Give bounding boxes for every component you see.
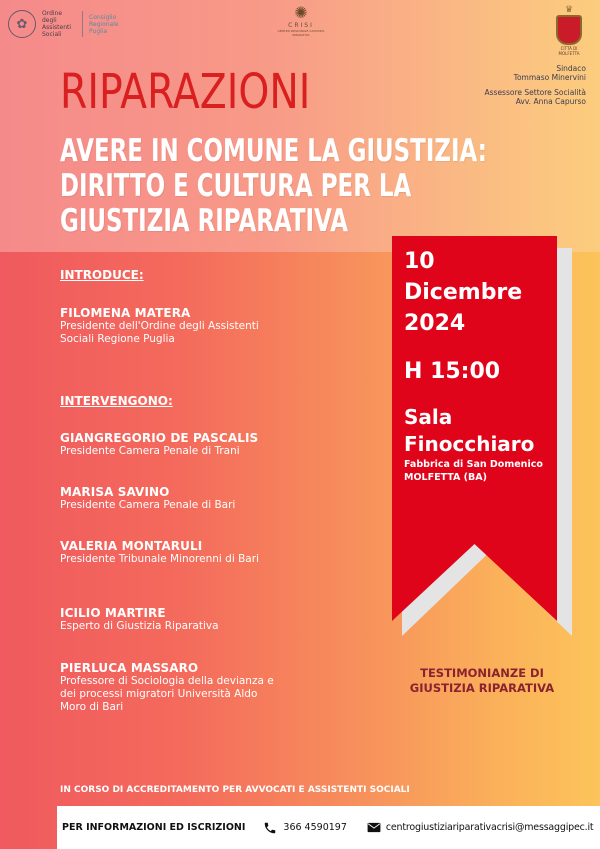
speaker-name: MARISA SAVINO — [60, 485, 170, 499]
speaker-item — [60, 539, 280, 566]
introducer-name: FILOMENA MATERA — [60, 306, 191, 320]
event-month: Dicembre — [404, 280, 523, 305]
comune-crest-icon — [556, 15, 582, 45]
venue-line-1: Sala — [404, 405, 453, 429]
main-title: RIPARAZIONI — [60, 64, 311, 120]
phone-contact[interactable] — [263, 821, 346, 835]
consiglio-line-2: Regionale — [89, 20, 119, 28]
speaker-item — [60, 661, 280, 714]
sindaco-block — [514, 64, 586, 82]
speaker-name: VALERIA MONTARULI — [60, 539, 203, 553]
event-year: 2024 — [404, 311, 466, 336]
ordine-line-1: Ordine degli — [42, 10, 63, 24]
ordine-line-2: Assistenti — [42, 24, 72, 31]
email-address: centrogiustiziariparativacrisi@messaggipec.it — [385, 822, 594, 833]
consiglio-line-1: Consiglio — [89, 13, 117, 21]
sindaco-title: Sindaco — [556, 64, 586, 73]
subtitle-line-2: DIRITTO E CULTURA PER LA — [60, 168, 412, 204]
consiglio-logo-text — [89, 14, 123, 35]
accreditation-note: IN CORSO DI ACCREDITAMENTO PER AVVOCATI E ASSISTENTI SOCIALI — [60, 785, 410, 795]
comune-crest — [556, 6, 582, 56]
event-venue — [404, 404, 559, 458]
event-time: H 15:00 — [404, 359, 501, 384]
introducer-role: Presidente dell'Ordine degli Assistenti Sociali Regione Puglia — [60, 320, 259, 345]
intervengono-label: INTERVENGONO: — [60, 394, 173, 408]
crisi-name: CRISI — [288, 22, 314, 29]
sindaco-name: Tommaso Minervini — [513, 73, 586, 82]
comune-label: CITTÀ DI MOLFETTA — [558, 46, 580, 56]
speaker-item — [60, 431, 280, 458]
speaker-role: Presidente Tribunale Minorenni di Bari — [60, 553, 259, 565]
footer-label: PER INFORMAZIONI ED ISCRIZIONI — [62, 822, 246, 833]
speaker-name: PIERLUCA MASSARO — [60, 661, 199, 675]
ordine-logo-icon: ✿ — [8, 10, 36, 38]
consiglio-line-3: Puglia — [89, 27, 108, 35]
speaker-role: Presidente Camera Penale di Bari — [60, 499, 236, 511]
assessore-name: Avv. Anna Capurso — [515, 97, 586, 106]
crisi-logo-icon: ✺ — [294, 3, 308, 22]
ordine-logo — [8, 10, 123, 38]
event-day: 10 — [404, 249, 435, 274]
venue-city: MOLFETTA (BA) — [404, 472, 487, 483]
phone-icon — [263, 821, 277, 835]
introducer — [60, 306, 280, 346]
speaker-item — [60, 606, 280, 633]
mail-icon — [367, 822, 381, 833]
speaker-role: Esperto di Giustizia Riparativa — [60, 620, 219, 632]
crisi-logo — [270, 4, 332, 37]
subtitle-line-3: GIUSTIZIA RIPARATIVA — [60, 203, 349, 239]
subtitle-line-1: AVERE IN COMUNE LA GIUSTIZIA: — [60, 133, 487, 169]
ordine-line-3: Sociali — [42, 31, 62, 38]
subtitle — [60, 134, 519, 239]
testimonianze-line-1: TESTIMONIANZE DI — [420, 666, 544, 680]
venue-line-2: Finocchiaro — [404, 432, 535, 456]
email-contact[interactable] — [367, 822, 594, 833]
venue-detail: Fabbrica di San Domenico — [404, 459, 543, 470]
ordine-logo-text — [42, 10, 76, 38]
testimonianze-line-2: GIUSTIZIA RIPARATIVA — [409, 681, 555, 695]
crisi-tagline: CENTRO REGIONALE GIUSTIZIA RIPARATIVA — [277, 29, 325, 37]
assessore-block — [485, 88, 587, 106]
logo-divider — [82, 11, 83, 37]
speaker-name: GIANGREGORIO DE PASCALIS — [60, 431, 259, 445]
speaker-name: ICILIO MARTIRE — [60, 606, 166, 620]
contact-footer — [57, 806, 600, 849]
assessore-title: Assessore Settore Socialità — [484, 88, 586, 97]
crown-icon: ♛ — [564, 5, 574, 15]
speaker-item — [60, 485, 280, 512]
speaker-role: Professore di Sociologia della devianza e dei processi migratori Università Aldo Moro di Bari — [60, 675, 274, 713]
introduce-label: INTRODUCE: — [60, 268, 144, 282]
speaker-role: Presidente Camera Penale di Trani — [60, 445, 240, 457]
testimonianze-heading — [392, 666, 572, 696]
event-date — [404, 246, 559, 339]
event-details — [404, 246, 559, 484]
phone-number: 366 4590197 — [283, 822, 347, 833]
